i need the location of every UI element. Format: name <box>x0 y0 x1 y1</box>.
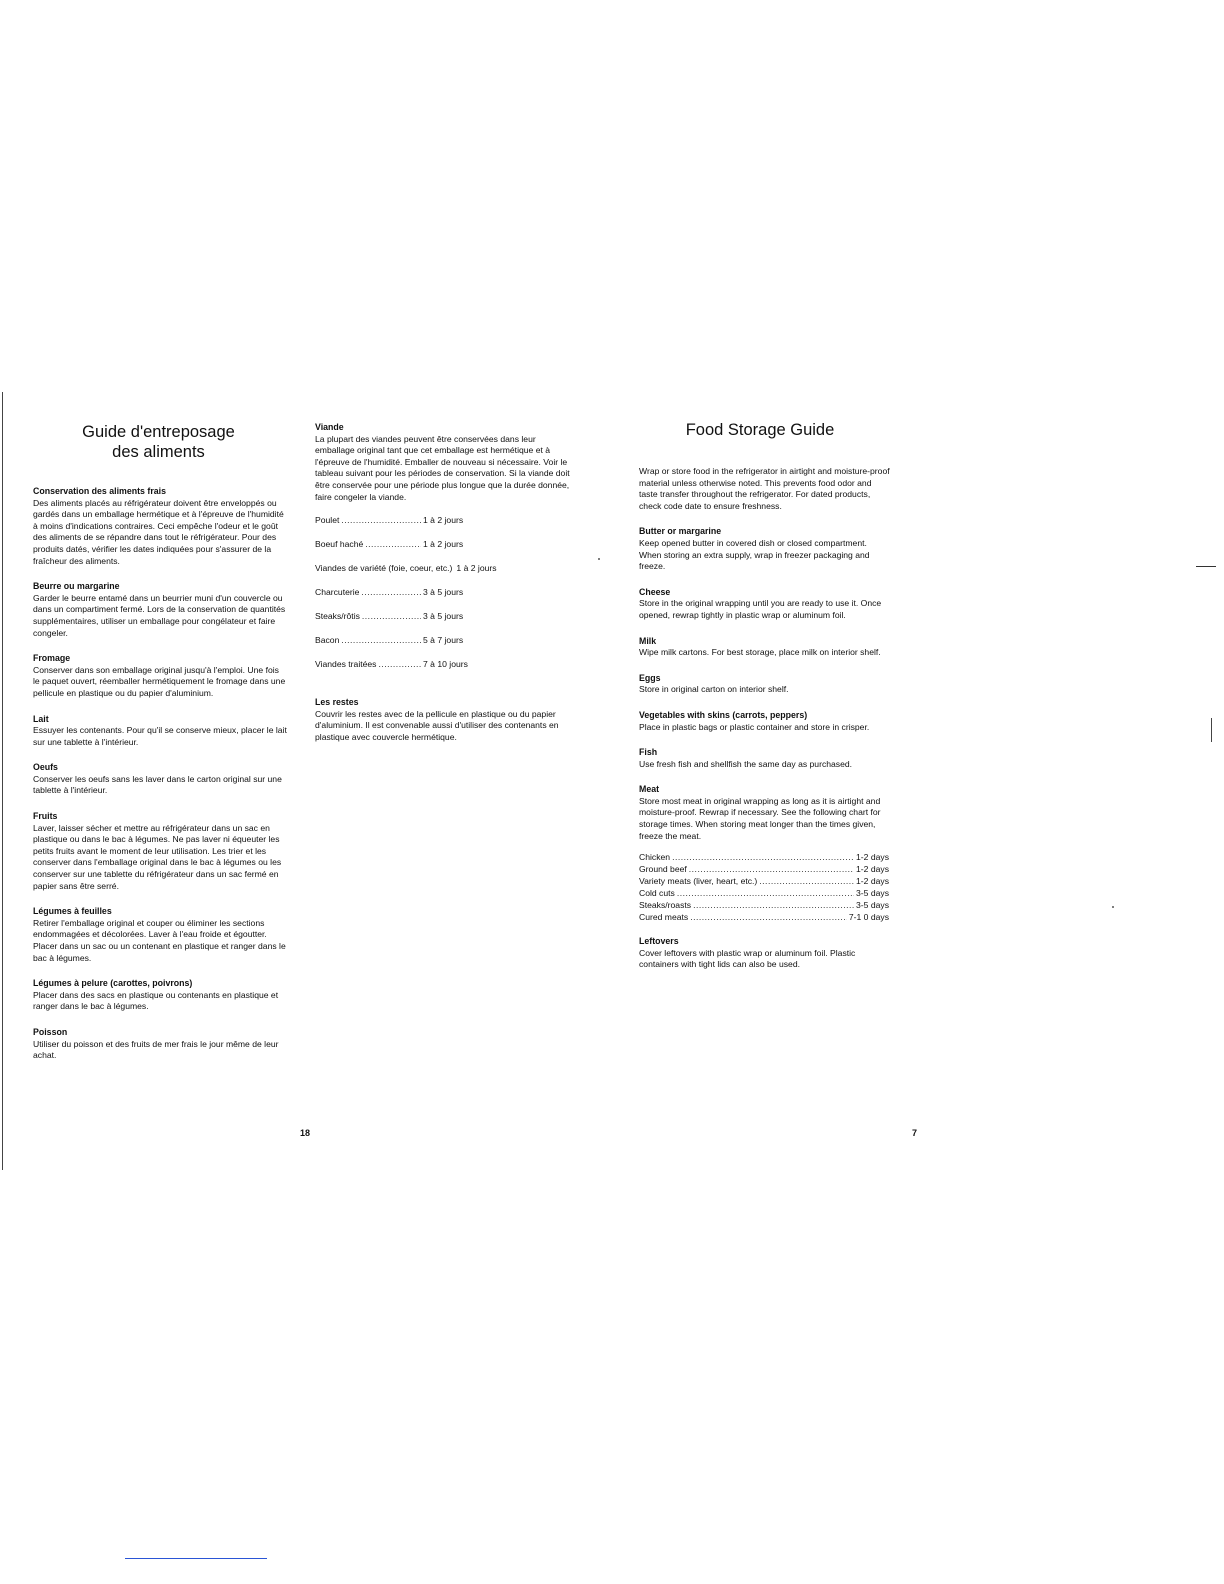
table-item: Poulet <box>315 515 340 526</box>
table-value: 3 à 5 jours <box>423 587 464 598</box>
table-value: 1-2 days <box>856 852 889 863</box>
section-text: Use fresh fish and shellfish the same day as purchased. <box>639 758 853 769</box>
en-section <box>639 710 891 733</box>
section-text: Garder le beurre entamé dans un beurrier muni d'un couvercle ou dans un compartiment fermé. Lors de la conservation de quantités supplémentaires, utiliser un emballage pour congélateur et faire congeler. <box>33 592 286 638</box>
table-item: Viandes de variété (foie, coeur, etc.) <box>315 563 453 574</box>
table-value: 3-5 days <box>856 888 889 899</box>
table-row <box>639 864 889 876</box>
section-heading: Les restes <box>315 697 359 708</box>
table-row <box>315 563 495 587</box>
table-item: Chicken <box>639 852 671 863</box>
en-column <box>639 420 891 985</box>
section-text: Conserver dans son emballage original jusqu'à l'emploi. Une fois le paquet ouvert, réemballer hermétiquement le fromage dans une pellicule en plastique ou du papier d'aluminium. <box>33 664 286 698</box>
table-item: Viandes traitées <box>315 659 377 670</box>
table-value: 7 à 10 jours <box>423 659 468 670</box>
scan-mark-right <box>1196 566 1216 567</box>
table-row <box>315 659 495 683</box>
section-heading: Butter or margarine <box>639 526 722 537</box>
section-heading: Lait <box>33 713 49 724</box>
fr-restes-section <box>315 697 571 743</box>
section-heading: Milk <box>639 635 657 646</box>
table-row <box>315 539 495 563</box>
fr-title <box>29 422 288 462</box>
section-heading: Légumes à pelure (carottes, poivrons) <box>33 978 193 989</box>
table-item: Variety meats (liver, heart, etc.) <box>639 876 758 887</box>
section-heading: Vegetables with skins (carrots, peppers) <box>639 709 808 720</box>
scan-edge-right <box>1211 718 1212 742</box>
en-section <box>639 526 891 572</box>
section-text: Essuyer les contenants. Pour qu'il se conserve mieux, placer le lait sur une tablette à l'intérieur. <box>33 725 287 747</box>
section-heading: Meat <box>639 784 660 795</box>
en-intro <box>639 466 891 512</box>
en-title: Food Storage Guide <box>685 421 835 439</box>
footer-rule <box>125 1558 267 1559</box>
section-text: Wrap or store food in the refrigerator in airtight and moisture-proof material unless otherwise noted. This prevents food odor and taste transfer throughout the refrigerator. For dated products, check code date to ensure freshness. <box>639 466 890 511</box>
table-item: Steaks/rôtis <box>315 611 360 622</box>
section-text: La plupart des viandes peuvent être conservées dans leur emballage original tant que cet emballage est hermétique et à l'épreuve de l'humidité. Emballer de nouveau si nécessaire. Voir le tableau suivant pour les périodes de conservation. Si la viande doit être conservée pour une période plus longue que la durée donnée, faire congeler la viande. <box>315 433 570 502</box>
section-heading: Fruits <box>33 811 58 822</box>
en-section <box>639 673 891 696</box>
table-row <box>639 852 889 864</box>
section-text: Laver, laisser sécher et mettre au réfrigérateur dans un sac en plastique ou dans le bac à légumes. Ne pas laver ni équeuter les petits fruits avant le moment de leur utilisation. Les trier et les conserver dans l'emballage original dans le bac à légumes ou les conserver sur une tablette du réfrigérateur dans un sac fermé en papier sans être serré. <box>33 822 282 891</box>
scan-dot <box>598 558 600 560</box>
table-item: Cured meats <box>639 912 689 923</box>
fr-section <box>33 1027 288 1062</box>
table-row <box>639 876 889 888</box>
table-value: 3-5 days <box>856 900 889 911</box>
en-section <box>639 747 891 770</box>
en-meat-table <box>639 852 889 924</box>
fr-section <box>33 581 288 639</box>
table-item: Steaks/roasts <box>639 900 692 911</box>
fr-title-line2: des aliments <box>112 443 205 461</box>
table-value: 1 à 2 jours <box>456 563 497 574</box>
table-item: Ground beef <box>639 864 687 875</box>
section-heading: Conservation des aliments frais <box>33 486 166 496</box>
scan-edge-left <box>2 392 3 1170</box>
fr-section <box>33 906 288 964</box>
table-row <box>315 587 495 611</box>
section-heading: Poisson <box>33 1026 68 1037</box>
section-heading: Viande <box>315 422 344 432</box>
section-text: Retirer l'emballage original et couper ou éliminer les sections endommagées et décolorées. Laver à l'eau froide et égoutter. Placer dans un sac ou un contenant en plastique et ranger dans le bac à légumes. <box>33 917 286 963</box>
fr-section <box>33 714 288 749</box>
table-row <box>315 635 495 659</box>
en-leftovers-section <box>639 936 891 971</box>
table-value: 7-1 0 days <box>848 912 889 923</box>
fr-section <box>33 653 288 699</box>
table-value: 3 à 5 jours <box>423 611 464 622</box>
section-text: Des aliments placés au réfrigérateur doivent être enveloppés ou gardés dans un emballage hermétique et à l'épreuve de l'humidité à moins d'indications contraires. Ceci empêche l'odeur et le goût des aliments de se répandre dans tout le réfrigérateur. Pour des produits datés, vérifier les dates indiquées pour s'assurer de la fraîcheur des aliments. <box>33 497 284 566</box>
section-heading: Cheese <box>639 586 671 597</box>
fr-page-number: 18 <box>300 1128 311 1138</box>
section-text: Store in original carton on interior shelf. <box>639 684 789 695</box>
section-text: Cover leftovers with plastic wrap or aluminum foil. Plastic containers with tight lids can also be used. <box>639 947 856 970</box>
section-text: Couvrir les restes avec de la pellicule en plastique ou du papier d'aluminium. Il est convenable aussi d'utiliser des contenants en plastique avec couvercle hermétique. <box>315 708 559 742</box>
table-item: Bacon <box>315 635 340 646</box>
fr-section <box>33 811 288 892</box>
section-heading: Légumes à feuilles <box>33 906 112 917</box>
table-item: Charcuterie <box>315 587 360 598</box>
table-item: Cold cuts <box>639 888 675 899</box>
section-text: Store most meat in original wrapping as long as it is airtight and moisture-proof. Rewrap if necessary. See the following chart for storage times. When storing meat longer than the times given, freeze the meat. <box>639 795 881 841</box>
section-heading: Oeufs <box>33 762 58 773</box>
table-value: 1 à 2 jours <box>423 539 464 550</box>
fr-section <box>33 978 288 1013</box>
section-text: Utiliser du poisson et des fruits de mer frais le jour même de leur achat. <box>33 1038 279 1061</box>
section-heading: Beurre ou margarine <box>33 581 120 592</box>
table-row <box>639 912 889 924</box>
fr-meat-table <box>315 515 495 683</box>
fr-section <box>33 486 288 567</box>
table-row <box>639 900 889 912</box>
en-section <box>639 636 891 659</box>
fr-viande-section <box>315 422 571 503</box>
table-value: 1 à 2 jours <box>423 515 464 526</box>
section-text: Conserver les oeufs sans les laver dans le carton original sur une tablette à l'intérieur. <box>33 773 282 796</box>
table-item: Boeuf haché <box>315 539 364 550</box>
scan-dot <box>1112 906 1114 908</box>
en-section <box>639 587 891 622</box>
table-value: 1-2 days <box>856 864 889 875</box>
section-text: Place in plastic bags or plastic container and store in crisper. <box>639 721 870 732</box>
section-heading: Fromage <box>33 653 71 664</box>
fr-section <box>33 762 288 797</box>
fr-column-left <box>33 422 288 1076</box>
fr-column-right <box>315 422 571 758</box>
section-heading: Eggs <box>639 672 661 683</box>
table-value: 5 à 7 jours <box>423 635 464 646</box>
table-row <box>639 888 889 900</box>
section-heading: Leftovers <box>639 936 679 947</box>
table-value: 1-2 days <box>856 876 889 887</box>
section-text: Placer dans des sacs en plastique ou contenants en plastique et ranger dans le bac à légumes. <box>33 989 279 1012</box>
en-page-number: 7 <box>912 1128 918 1138</box>
table-row <box>315 611 495 635</box>
section-text: Wipe milk cartons. For best storage, place milk on interior shelf. <box>639 647 881 658</box>
en-section <box>639 784 891 842</box>
table-row <box>315 515 495 539</box>
section-heading: Fish <box>639 747 658 758</box>
fr-title-line1: Guide d'entreposage <box>82 423 235 441</box>
section-text: Keep opened butter in covered dish or closed compartment. When storing an extra supply, wrap in freezer packaging and freeze. <box>639 537 870 572</box>
section-text: Store in the original wrapping until you are ready to use it. Once opened, rewrap tightly in plastic wrap or aluminum foil. <box>639 598 882 620</box>
